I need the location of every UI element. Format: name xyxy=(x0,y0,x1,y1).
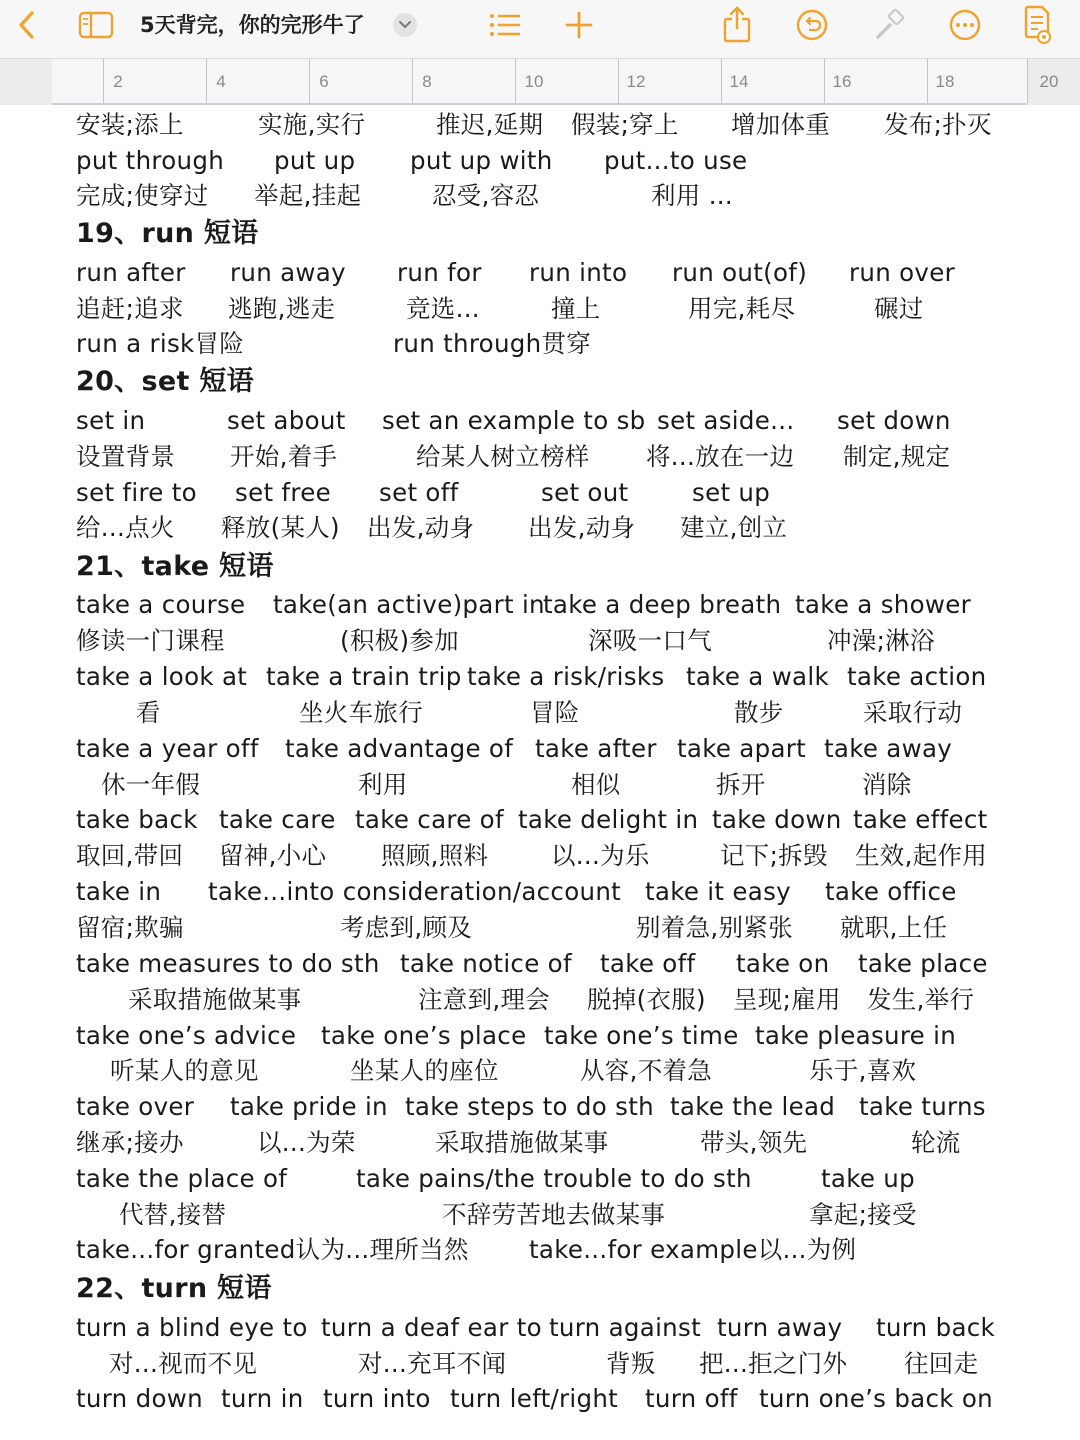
phrase-meaning: 出发,动身 xyxy=(367,513,475,542)
phrase: take one’s place xyxy=(321,1021,527,1050)
phrase: take off xyxy=(600,949,696,978)
phrase-meaning: 采取行动 xyxy=(863,698,963,727)
phrase-meaning: 相似 xyxy=(571,770,621,799)
phrase: take...for granted认为...理所当然 xyxy=(76,1235,469,1264)
phrase-meaning: 考虑到,顾及 xyxy=(340,913,473,942)
paintbrush-icon[interactable] xyxy=(872,7,908,43)
phrase-meaning: 坐某人的座位 xyxy=(350,1056,499,1085)
phrase: set down xyxy=(837,406,951,435)
phrase: take...for example以...为例 xyxy=(529,1235,857,1264)
phrase-meaning: 呈现;雇用 xyxy=(733,985,841,1014)
phrase-meaning: 代替,接替 xyxy=(119,1200,227,1229)
more-icon[interactable] xyxy=(947,7,983,43)
phrase: take one’s advice xyxy=(76,1021,297,1050)
phrase-meaning: 坐火车旅行 xyxy=(299,698,423,727)
plus-icon[interactable] xyxy=(562,8,596,42)
phrase: take back xyxy=(76,805,198,834)
phrase-meaning: 继承;接办 xyxy=(76,1128,184,1157)
phrase: take(an active)part in xyxy=(273,590,545,619)
phrase-meaning: 假装;穿上 xyxy=(571,110,679,139)
phrase: turn off xyxy=(645,1384,738,1413)
document-title[interactable]: 5天背完，你的完形牛了 xyxy=(140,13,365,37)
back-chevron-icon[interactable] xyxy=(10,8,44,42)
ruler-number: 6 xyxy=(319,72,329,91)
phrase-meaning: 给...点火 xyxy=(76,513,175,542)
phrase-meaning: 生效,起作用 xyxy=(855,841,988,870)
phrase-meaning: 休一年假 xyxy=(101,770,201,799)
phrase: take down xyxy=(712,805,842,834)
phrase: take over xyxy=(76,1092,195,1121)
phrase-meaning: 深吸一口气 xyxy=(588,626,712,655)
phrase-meaning: 取回,带回 xyxy=(76,841,184,870)
phrase-meaning: 用完,耗尽 xyxy=(688,294,796,323)
phrase-meaning: 修读一门课程 xyxy=(76,626,225,655)
phrase-meaning: 释放(某人) xyxy=(221,513,340,542)
phrase: turn one’s back on xyxy=(759,1384,993,1413)
undo-icon[interactable] xyxy=(794,7,830,43)
share-icon[interactable] xyxy=(720,4,754,44)
phrase: put up with xyxy=(410,146,553,175)
phrase-meaning: 给某人树立榜样 xyxy=(416,442,590,471)
phrase-meaning: 别着急,别紧张 xyxy=(636,913,793,942)
phrase: set free xyxy=(235,478,331,507)
section-heading: 21、take 短语 xyxy=(76,551,274,582)
phrase: take effect xyxy=(853,805,988,834)
phrase: turn a deaf ear to xyxy=(321,1313,542,1342)
phrase-meaning: (积极)参加 xyxy=(340,626,459,655)
section-heading: 22、turn 短语 xyxy=(76,1273,272,1304)
ruler-number: 12 xyxy=(626,72,646,91)
phrase-meaning: 采取措施做某事 xyxy=(435,1128,609,1157)
ruler-number: 20 xyxy=(1039,72,1059,91)
section-heading: 19、run 短语 xyxy=(76,218,259,249)
phrase: run through贯穿 xyxy=(393,329,592,358)
phrase-meaning: 从容,不着急 xyxy=(580,1056,713,1085)
phrase: run away xyxy=(230,258,346,287)
phrase: set in xyxy=(76,406,146,435)
phrase-meaning: 利用 xyxy=(358,770,408,799)
phrase: run out(of) xyxy=(672,258,808,287)
phrase-meaning: 照顾,照料 xyxy=(381,841,489,870)
phrase: take place xyxy=(858,949,988,978)
phrase-meaning: 逃跑,逃走 xyxy=(228,294,336,323)
phrase: take a deep breath xyxy=(543,590,782,619)
phrase: run into xyxy=(529,258,628,287)
phrase-meaning: 把...拒之门外 xyxy=(699,1349,848,1378)
chevron-down-icon[interactable] xyxy=(393,13,417,37)
phrase-meaning: 对...充耳不闻 xyxy=(358,1349,507,1378)
phrase: set out xyxy=(541,478,629,507)
phrase-meaning: 听某人的意见 xyxy=(110,1056,259,1085)
phrase: turn into xyxy=(323,1384,431,1413)
phrase-meaning: 碾过 xyxy=(874,294,924,323)
phrase-meaning: 完成;使穿过 xyxy=(76,181,209,210)
phrase-meaning: 开始,着手 xyxy=(230,442,338,471)
phrase: take on xyxy=(736,949,830,978)
phrase-meaning: 追赶;追求 xyxy=(76,294,184,323)
phrase: turn away xyxy=(717,1313,843,1342)
phrase-meaning: 忍受,容忍 xyxy=(432,181,540,210)
phrase-meaning: 建立,创立 xyxy=(680,513,788,542)
phrase: run after xyxy=(76,258,186,287)
phrase-meaning: 带头,领先 xyxy=(700,1128,808,1157)
document-body[interactable] xyxy=(0,106,1080,1440)
ruler-number: 16 xyxy=(832,72,852,91)
ruler-number: 8 xyxy=(422,72,432,91)
phrase: take the lead xyxy=(670,1092,836,1121)
phrase: take in xyxy=(76,877,162,906)
phrase-meaning: 举起,挂起 xyxy=(254,181,362,210)
phrase: turn down xyxy=(76,1384,203,1413)
phrase: take it easy xyxy=(645,877,791,906)
phrase-meaning: 实施,实行 xyxy=(258,110,366,139)
phrase: take notice of xyxy=(400,949,572,978)
phrase: take a shower xyxy=(795,590,971,619)
document-settings-icon[interactable] xyxy=(1020,4,1056,46)
phrase: take steps to do sth xyxy=(405,1092,654,1121)
phrase-meaning: 制定,规定 xyxy=(843,442,951,471)
phrase-meaning: 撞上 xyxy=(551,294,601,323)
phrase: set off xyxy=(379,478,459,507)
phrase: turn back xyxy=(876,1313,996,1342)
ruler-number: 14 xyxy=(729,72,749,91)
phrase: take pleasure in xyxy=(755,1021,957,1050)
phrase-meaning: 推迟,延期 xyxy=(436,110,544,139)
ruler-number: 4 xyxy=(216,72,226,91)
phrase: set up xyxy=(692,478,771,507)
ruler-number: 18 xyxy=(935,72,955,91)
phrase-meaning: 冲澡;淋浴 xyxy=(827,626,935,655)
phrase: turn left/right xyxy=(450,1384,619,1413)
phrase-meaning: 发布;扑灭 xyxy=(884,110,992,139)
phrase: take care xyxy=(219,805,336,834)
phrase: take pride in xyxy=(230,1092,388,1121)
phrase: take one’s time xyxy=(544,1021,739,1050)
phrase-meaning: 增加体重 xyxy=(731,110,831,139)
phrase: set about xyxy=(227,406,346,435)
phrase-meaning: 轮流 xyxy=(911,1128,961,1157)
phrase: take the place of xyxy=(76,1164,288,1193)
phrase-meaning: 就职,上任 xyxy=(840,913,948,942)
phrase-meaning: 以...为乐 xyxy=(551,841,650,870)
phrase-meaning: 记下;拆毁 xyxy=(720,841,828,870)
phrase: take measures to do sth xyxy=(76,949,380,978)
phrase: take a year off xyxy=(76,734,259,763)
phrase: take turns xyxy=(859,1092,986,1121)
phrase: take office xyxy=(825,877,957,906)
phrase-meaning: 散步 xyxy=(734,698,784,727)
phrase: take pains/the trouble to do sth xyxy=(356,1164,752,1193)
phrase: put...to use xyxy=(604,146,748,175)
phrase-meaning: 利用 ... xyxy=(651,181,733,210)
phrase: take a look at xyxy=(76,662,248,691)
phrase-meaning: 设置背景 xyxy=(76,442,176,471)
phrase-meaning: 出发,动身 xyxy=(528,513,636,542)
phrase-meaning: 拿起;接受 xyxy=(809,1200,917,1229)
phrase: turn a blind eye to xyxy=(76,1313,308,1342)
phrase: take care of xyxy=(355,805,504,834)
phrase-meaning: 发生,举行 xyxy=(867,985,975,1014)
list-icon[interactable] xyxy=(487,10,523,40)
ruler[interactable] xyxy=(0,58,1080,105)
phrase: take action xyxy=(847,662,987,691)
sidebar-icon[interactable] xyxy=(77,10,115,40)
phrase: take a course xyxy=(76,590,246,619)
section-heading: 20、set 短语 xyxy=(76,366,254,397)
phrase-meaning: 注意到,理会 xyxy=(418,985,551,1014)
phrase: take up xyxy=(821,1164,915,1193)
phrase-meaning: 脱掉(衣服) xyxy=(587,985,706,1014)
phrase-meaning: 消除 xyxy=(862,770,912,799)
phrase: take away xyxy=(824,734,953,763)
phrase: take after xyxy=(535,734,657,763)
phrase-meaning: 乐于,喜欢 xyxy=(809,1056,917,1085)
phrase-meaning: 以...为荣 xyxy=(257,1128,356,1157)
phrase-meaning: 安装;添上 xyxy=(76,110,184,139)
phrase: set aside... xyxy=(657,406,795,435)
phrase-meaning: 冒险 xyxy=(530,698,580,727)
phrase: take apart xyxy=(677,734,807,763)
phrase: put up xyxy=(274,146,356,175)
phrase: set fire to xyxy=(76,478,197,507)
phrase: take a risk/risks xyxy=(467,662,665,691)
phrase: set an example to sb xyxy=(382,406,646,435)
phrase-meaning: 看 xyxy=(136,698,161,727)
ruler-number: 10 xyxy=(524,72,544,91)
phrase-meaning: 往回走 xyxy=(904,1349,979,1378)
phrase: turn in xyxy=(221,1384,304,1413)
phrase-meaning: 竞选... xyxy=(406,294,480,323)
phrase: run a risk冒险 xyxy=(76,329,245,358)
phrase-meaning: 采取措施做某事 xyxy=(128,985,302,1014)
phrase: turn against xyxy=(549,1313,701,1342)
ruler-tick xyxy=(1027,59,1028,103)
phrase: run for xyxy=(397,258,482,287)
phrase-meaning: 对...视而不见 xyxy=(109,1349,258,1378)
phrase: run over xyxy=(849,258,955,287)
ruler-number: 2 xyxy=(113,72,123,91)
phrase: take a train trip xyxy=(266,662,462,691)
phrase-meaning: 不辞劳苦地去做某事 xyxy=(442,1200,666,1229)
phrase-meaning: 背叛 xyxy=(606,1349,656,1378)
phrase-meaning: 留宿;欺骗 xyxy=(76,913,184,942)
phrase: take...into consideration/account xyxy=(208,877,622,906)
phrase-meaning: 拆开 xyxy=(716,770,766,799)
phrase: take delight in xyxy=(518,805,699,834)
phrase-meaning: 留神,小心 xyxy=(219,841,327,870)
phrase-meaning: 将...放在一边 xyxy=(646,442,795,471)
phrase: put through xyxy=(76,146,225,175)
phrase: take advantage of xyxy=(285,734,514,763)
toolbar xyxy=(0,0,1080,58)
phrase: take a walk xyxy=(686,662,829,691)
